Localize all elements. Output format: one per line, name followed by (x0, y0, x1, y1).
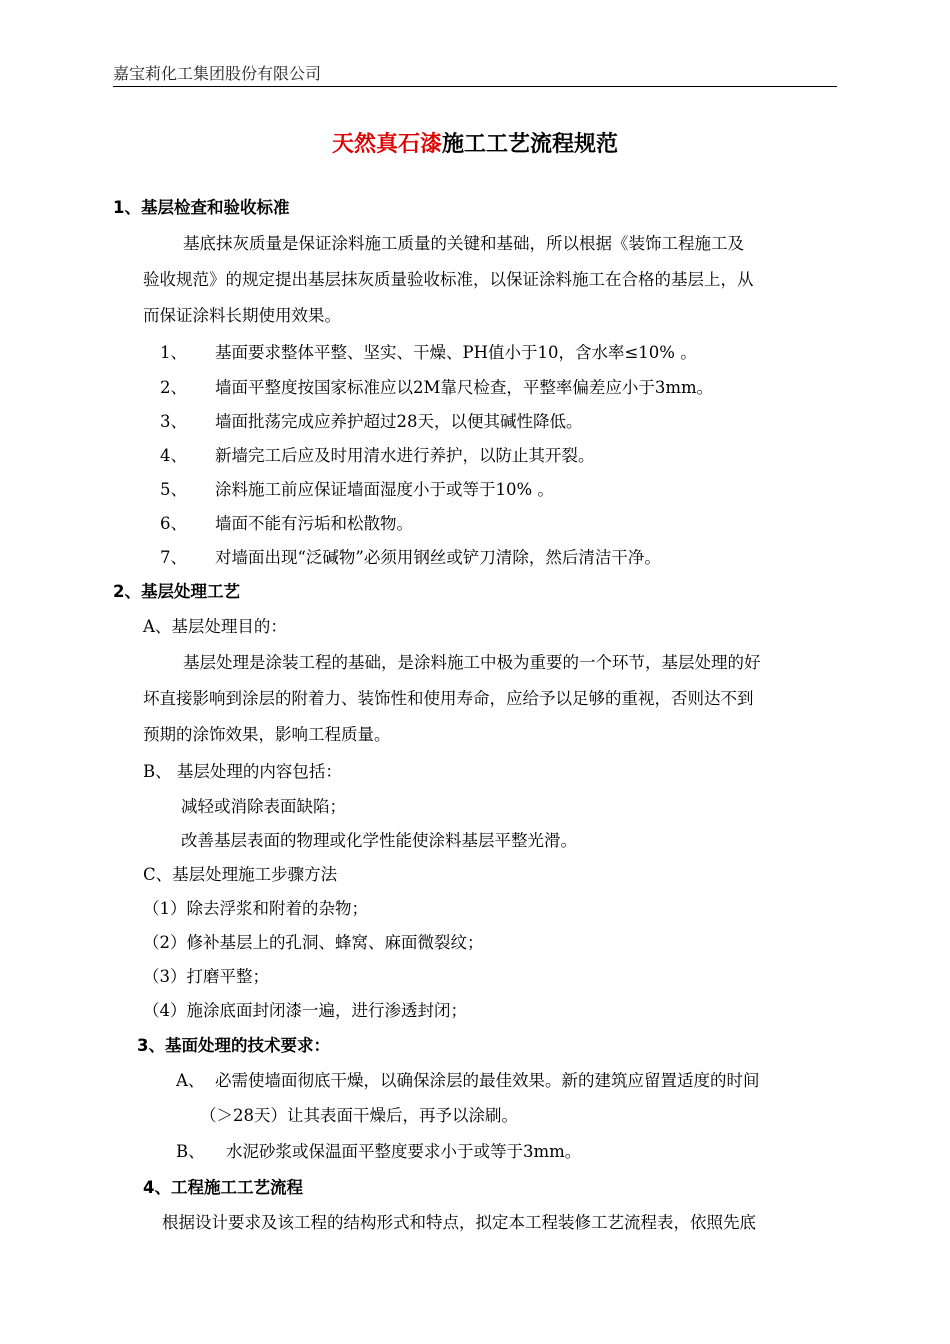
section1-para-line: 基底抹灰质量是保证涂料施工质量的关键和基础，所以根据《装饰工程施工及 (183, 234, 744, 253)
list-number: 3、 (160, 412, 187, 431)
list-item: 水泥砂浆或保温面平整度要求小于或等于3mm。 (226, 1142, 582, 1161)
list-item: 基面要求整体平整、坚实、干燥、PH值小于10，含水率≤10% 。 (215, 343, 697, 362)
title-rest: 施工工艺流程规范 (442, 132, 619, 157)
list-item: 改善基层表面的物理或化学性能使涂料基层平整光滑。 (181, 831, 577, 850)
section4-para-line: 根据设计要求及该工程的结构形式和特点，拟定本工程装修工艺流程表，依照先底 (162, 1213, 756, 1232)
section1-para-line: 验收规范》的规定提出基层抹灰质量验收标准，以保证涂料施工在合格的基层上，从 (143, 270, 754, 289)
section1-para-line: 而保证涂料长期使用效果。 (143, 306, 341, 325)
list-label: B、 (176, 1142, 205, 1161)
list-item: 墙面批荡完成应养护超过28天，以便其碱性降低。 (215, 412, 583, 431)
subsection-title: C、基层处理施工步骤方法 (143, 865, 338, 884)
list-item: （3）打磨平整； (143, 967, 269, 986)
section1-heading: 1、基层检查和验收标准 (113, 198, 290, 217)
list-item: 新墙完工后应及时用清水进行养护，以防止其开裂。 (215, 446, 595, 465)
list-item: （4）施涂底面封闭漆一遍，进行渗透封闭； (143, 1001, 467, 1020)
list-number: 4、 (160, 446, 187, 465)
header-company: 嘉宝莉化工集团股份有限公司 (113, 64, 322, 83)
section2-heading: 2、基层处理工艺 (113, 582, 240, 601)
header-rule (113, 86, 837, 87)
title-highlight: 天然真石漆 (331, 132, 442, 157)
list-item: 减轻或消除表面缺陷； (181, 797, 346, 816)
list-item: 墙面不能有污垢和松散物。 (215, 514, 413, 533)
list-item: 必需使墙面彻底干燥，以确保涂层的最佳效果。新的建筑应留置适度的时间 (215, 1071, 760, 1090)
list-number: 7、 (160, 548, 187, 567)
list-item: 涂料施工前应保证墙面湿度小于或等于10% 。 (215, 480, 554, 499)
list-item: 对墙面出现“泛碱物”必须用钢丝或铲刀清除，然后清洁干净。 (215, 548, 661, 567)
list-number: 6、 (160, 514, 187, 533)
list-item: 墙面平整度按国家标准应以2M靠尺检查，平整率偏差应小于3mm。 (215, 378, 714, 397)
section2-para-line: 基层处理是涂装工程的基础，是涂料施工中极为重要的一个环节，基层处理的好 (183, 653, 761, 672)
list-number: 5、 (160, 480, 187, 499)
section2-para-line: 预期的涂饰效果，影响工程质量。 (143, 725, 391, 744)
list-item: （1）除去浮浆和附着的杂物； (143, 899, 368, 918)
list-label: A、 (176, 1071, 205, 1090)
list-item: （2）修补基层上的孔洞、蜂窝、麻面微裂纹； (143, 933, 484, 952)
document-title (0, 128, 950, 162)
subsection-title: A、基层处理目的： (143, 617, 287, 636)
section4-heading: 4、工程施工工艺流程 (143, 1178, 303, 1197)
list-item: （＞28天）让其表面干燥后，再予以涂刷。 (200, 1106, 518, 1125)
subsection-title: B、 基层处理的内容包括： (143, 762, 342, 781)
list-number: 1、 (160, 343, 187, 362)
section2-para-line: 坏直接影响到涂层的附着力、装饰性和使用寿命，应给予以足够的重视，否则达不到 (143, 689, 754, 708)
list-number: 2、 (160, 378, 187, 397)
section3-heading: 3、基面处理的技术要求： (137, 1036, 330, 1055)
